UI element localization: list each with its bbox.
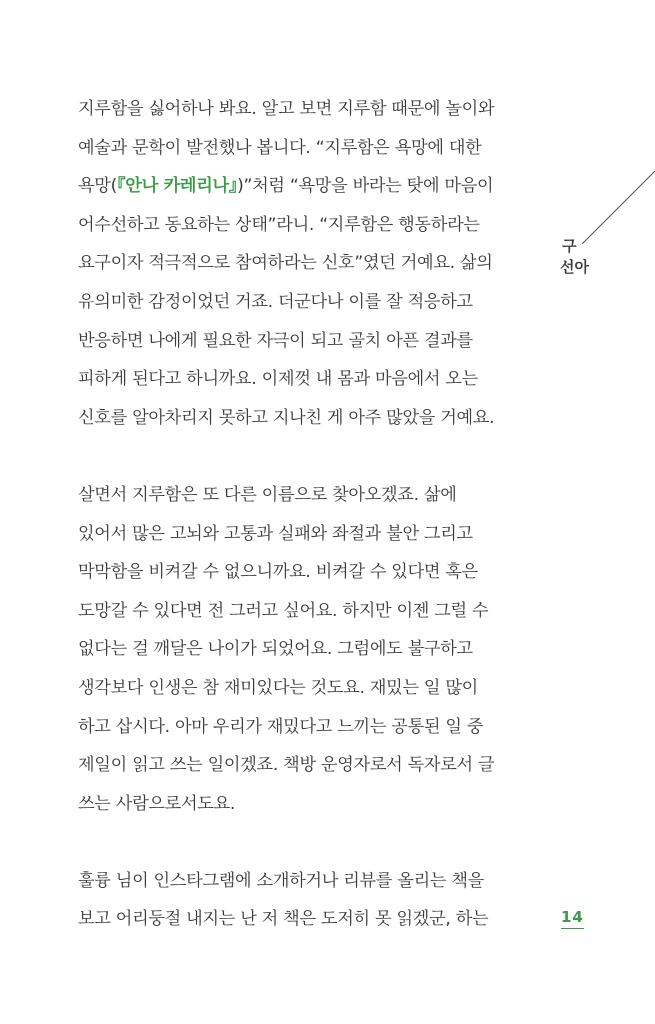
- text-line: 도망갈 수 있다면 전 그러고 싶어요. 하지만 이젠 그럴 수: [78, 600, 489, 621]
- text-line: 유의미한 감정이었던 거죠. 더군다나 이를 잘 적응하고: [78, 291, 473, 312]
- body-text: [78, 90, 518, 939]
- text-line: 반응하면 나에게 필요한 자극이 되고 골치 아픈 결과를: [78, 330, 473, 351]
- paragraph-3: [78, 862, 518, 939]
- text-line: 없다는 걸 깨달은 나이가 되었어요. 그럼에도 불구하고: [78, 639, 473, 660]
- text-line: 하고 삽시다. 아마 우리가 재밌다고 느끼는 공통된 일 중: [78, 716, 484, 737]
- text-segment: )”처럼 “욕망을 바라는 탓에 마음이: [237, 176, 494, 197]
- text-line: 쓰는 사람으로서도요.: [78, 793, 236, 814]
- text-line: 있어서 많은 고뇌와 고통과 실패와 좌절과 불안 그리고: [78, 523, 473, 544]
- text-line: 예술과 문학이 발전했나 봅니다. “지루함은 욕망에 대한: [78, 137, 482, 158]
- book-title-highlight: 『안나 카레리나』: [117, 176, 238, 197]
- text-line: 생각보다 인생은 참 재미있다는 것도요. 재밌는 일 많이: [78, 677, 478, 698]
- text-line: 어수선하고 동요하는 상태”라니. “지루함은 행동하라는: [78, 214, 480, 235]
- text-line: 제일이 읽고 쓰는 일이겠죠. 책방 운영자로서 독자로서 글: [78, 755, 495, 776]
- text-line: 요구이자 적극적으로 참여하라는 신호”였던 거예요. 삶의: [78, 253, 493, 274]
- paragraph-1: [78, 90, 518, 437]
- text-line: 보고 어리둥절 내지는 난 저 책은 도저히 못 읽겠군, 하는: [78, 909, 489, 930]
- author-label-line-1: 구: [562, 237, 577, 255]
- page-number: 14: [561, 908, 584, 929]
- text-line: 훌륭 님이 인스타그램에 소개하거나 리뷰를 올리는 책을: [78, 870, 484, 891]
- paragraph-2: [78, 476, 518, 823]
- text-line: 신호를 알아차리지 못하고 지나친 게 아주 많았을 거예요.: [78, 407, 495, 428]
- text-line: 피하게 된다고 하니까요. 이제껏 내 몸과 마음에서 오는: [78, 369, 478, 390]
- text-line: 막막함을 비켜갈 수 없으니까요. 비켜갈 수 있다면 혹은: [78, 562, 478, 583]
- text-segment: 욕망(: [78, 176, 118, 197]
- author-side-label: [560, 236, 600, 278]
- text-line: 지루함을 싫어하나 봐요. 알고 보면 지루함 때문에 놀이와: [78, 99, 495, 119]
- author-label-line-2: 선아: [560, 258, 589, 276]
- text-line-with-title: [78, 167, 518, 206]
- text-line: 살면서 지루함은 또 다른 이름으로 찾아오겠죠. 삶에: [78, 484, 457, 505]
